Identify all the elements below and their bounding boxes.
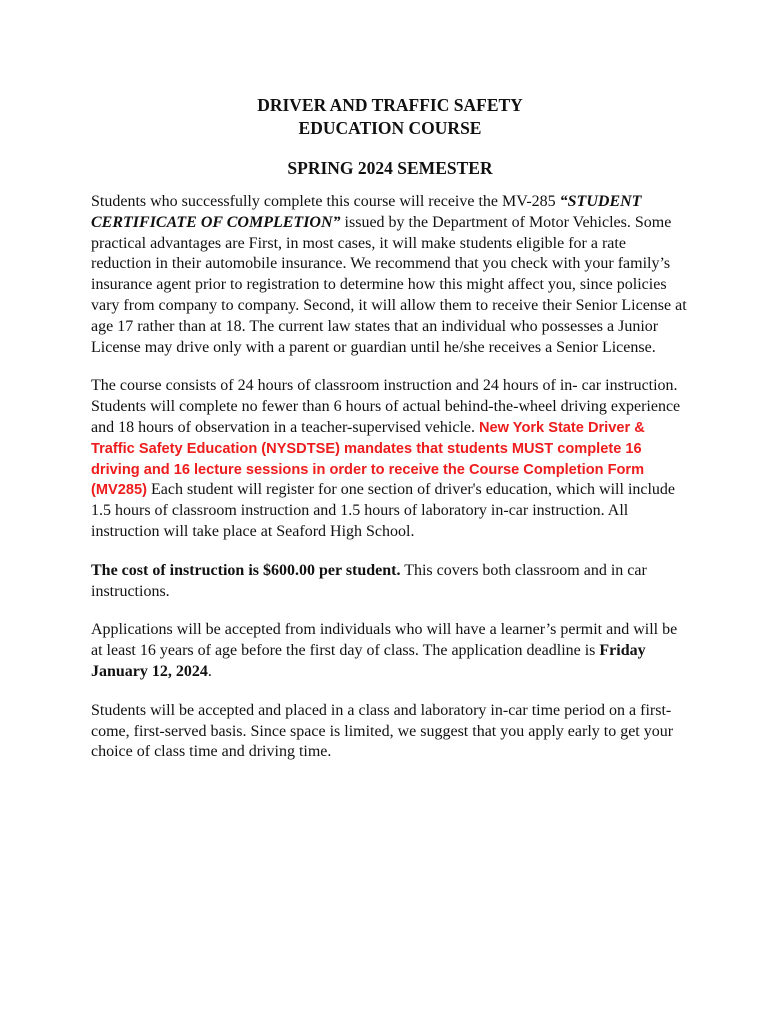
paragraph-certificate [91,192,689,358]
application-deadline: Friday January 12, 2024 [91,642,646,680]
course-hours-intro: The course consists of 24 hours of classroom instruction and 24 hours of in- car instruction. Students will complete no fewer than 6 hours of actual behind-the-wheel driving experience and 18 hours of observation in a teacher-supervised vehicle. [91,377,681,436]
document-page [91,94,689,781]
applications-end: . [207,662,212,680]
cost-statement: The cost of instruction is $600.00 per student. [91,561,401,579]
paragraph-placement: Students will be accepted and placed in a class and laboratory in-car time period on a first-come, first-served basis. Since space is limited, we suggest that you apply early to get your choice of class time and driving time. [91,701,674,761]
certificate-intro: Students who successfully complete this course will receive the MV-285 [91,193,560,210]
applications-intro: Applications will be accepted from individuals who will have a learner’s permit and will be at least 16 years of age before the first day of class. The application deadline is [91,621,678,660]
paragraph-cost [91,561,689,603]
title-line-2: EDUCATION COURSE [298,118,482,138]
certificate-details: issued by the Department of Motor Vehicles. Some practical advantages are First, in most cases, it will make students eligible for a rate reduction in their automobile insurance. We recommend that you check with your family’s insurance agent prior to registration to determine how this might affect you, since policies vary from company to company. Second, it will allow them to receive their Senior License at age 17 rather than at 18. The current law states that an individual who possesses a Junior License may drive only with a parent or guardian until he/she receives a Senior License. [91,213,687,356]
paragraph-course-hours [91,376,689,542]
certificate-name: “STUDENT CERTIFICATE OF COMPLETION” [91,193,642,231]
course-hours-details: Each student will register for one section of driver's education, which will include 1.5 hours of classroom instruction and 1.5 hours of laboratory in-car instruction. All instruction will take place at Seaford High School. [91,481,676,540]
cost-details: This covers both classroom and in car instructions. [91,561,647,600]
document-title [91,94,689,140]
paragraph-applications [91,620,689,682]
semester-heading: SPRING 2024 SEMESTER [287,158,493,178]
nysdtse-mandate: New York State Driver & Traffic Safety Education (NYSDTSE) mandates that students MUST complete 16 driving and 16 lecture sessions in order to receive the Course Completion Form (MV285) [91,419,645,499]
title-line-1: DRIVER AND TRAFFIC SAFETY [257,95,523,115]
